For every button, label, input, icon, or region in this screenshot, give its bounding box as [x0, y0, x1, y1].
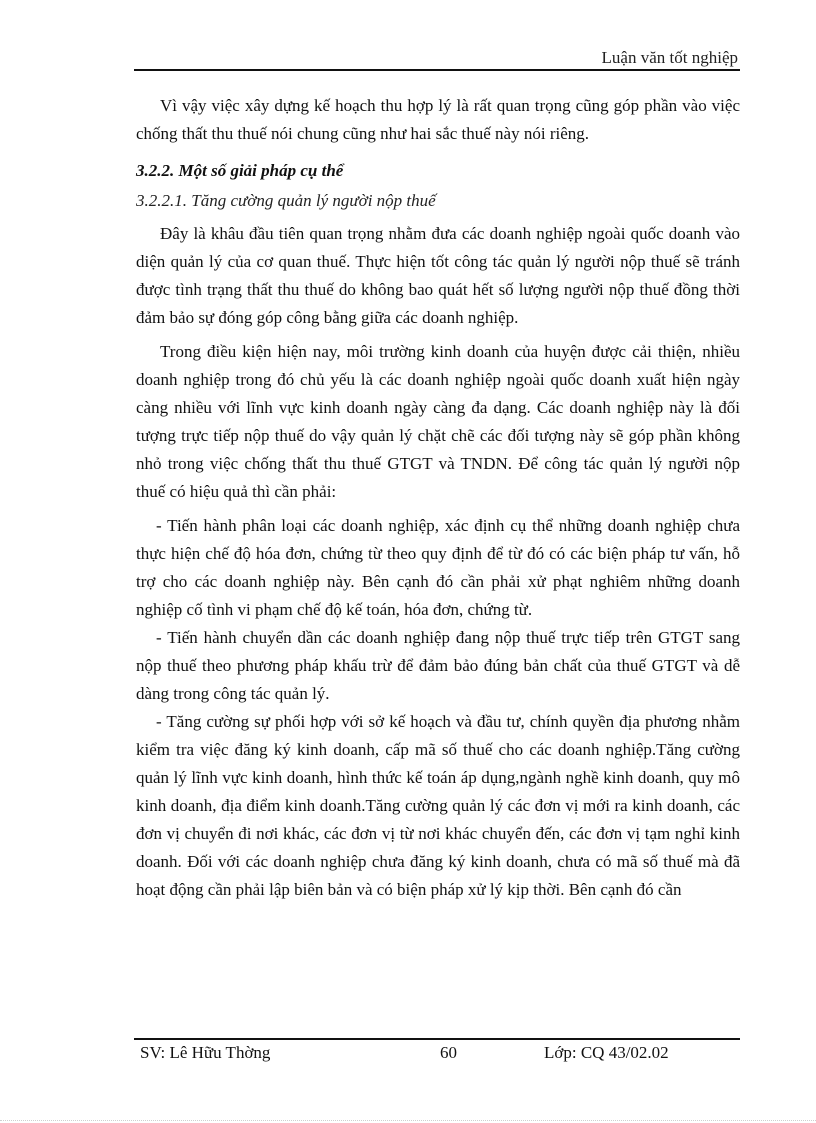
footer-class: Lớp: CQ 43/02.02 — [544, 1043, 669, 1062]
footer-page-number: 60 — [440, 1043, 457, 1062]
subsection-heading: 3.2.2.1. Tăng cường quản lý người nộp thuế — [136, 191, 436, 210]
page-body — [136, 92, 740, 904]
section-heading: 3.2.2. Một số giải pháp cụ thể — [136, 161, 344, 180]
body-paragraph: Trong điều kiện hiện nay, môi trường kinh doanh của huyện được cải thiện, nhiều doanh nghiệp trong đó chủ yếu là các doanh nghiệp ngoài quốc doanh xuất hiện ngày càng nhiều với lĩnh vực kinh doanh ngày càng đa dạng. Các doanh nghiệp này là đối tượng trực tiếp nộp thuế do vậy quản lý chặt chẽ các đối tượng này sẽ góp phần không nhỏ trong việc chống thất thu thuế GTGT và TNDN. Để công tác quản lý người nộp thuế có hiệu quả thì cần phải: — [136, 342, 740, 501]
footer-student: SV: Lê Hữu Thờng — [140, 1043, 271, 1062]
list-item: - Tăng cường sự phối hợp với sở kế hoạch và đầu tư, chính quyền địa phương nhằm kiểm tra việc đăng ký kinh doanh, cấp mã số thuế cho các doanh nghiệp.Tăng cường quản lý lĩnh vực kinh doanh, hình thức kế toán áp dụng,ngành nghề kinh doanh, quy mô kinh doanh, địa điểm kinh doanh.Tăng cường quản lý các đơn vị mới ra kinh doanh, các đơn vị chuyển đi nơi khác, các đơn vị từ nơi khác chuyển đến, các đơn vị tạm nghỉ kinh doanh. Đối với các doanh nghiệp chưa đăng ký kinh doanh, chưa có mã số thuế mà đã hoạt động cần phải lập biên bản và có biện pháp xử lý kịp thời. Bên cạnh đó cần — [136, 712, 740, 899]
header-divider — [134, 69, 740, 71]
body-paragraph: Đây là khâu đầu tiên quan trọng nhằm đưa các doanh nghiệp ngoài quốc doanh vào diện quản lý của cơ quan thuế. Thực hiện tốt công tác quản lý người nộp thuế sẽ tránh được tình trạng thất thu thuế do không bao quát hết số lượng người nộp thuế đồng thời đảm bảo sự đóng góp công bằng giữa các doanh nghiệp. — [136, 224, 740, 327]
intro-paragraph: Vì vậy việc xây dựng kế hoạch thu hợp lý là rất quan trọng cũng góp phần vào việc chống thất thu thuế nói chung cũng như hai sắc thuế này nói riêng. — [136, 96, 740, 143]
footer-divider — [134, 1038, 740, 1040]
list-item: - Tiến hành chuyển dần các doanh nghiệp đang nộp thuế trực tiếp trên GTGT sang nộp thuế theo phương pháp khấu trừ để đảm bảo đúng bản chất của thuế GTGT và dễ dàng trong công tác quản lý. — [136, 628, 740, 703]
header-title: Luận văn tốt nghiệp — [601, 48, 738, 67]
list-item: - Tiến hành phân loại các doanh nghiệp, xác định cụ thể những doanh nghiệp chưa thực hiện chế độ hóa đơn, chứng từ theo quy định để từ đó có các biện pháp tư vấn, hỗ trợ cho các doanh nghiệp này. Bên cạnh đó cần phải xử phạt nghiêm những doanh nghiệp cố tình vi phạm chế độ kế toán, hóa đơn, chứng từ. — [136, 516, 740, 619]
page-bottom-edge — [0, 1120, 816, 1121]
